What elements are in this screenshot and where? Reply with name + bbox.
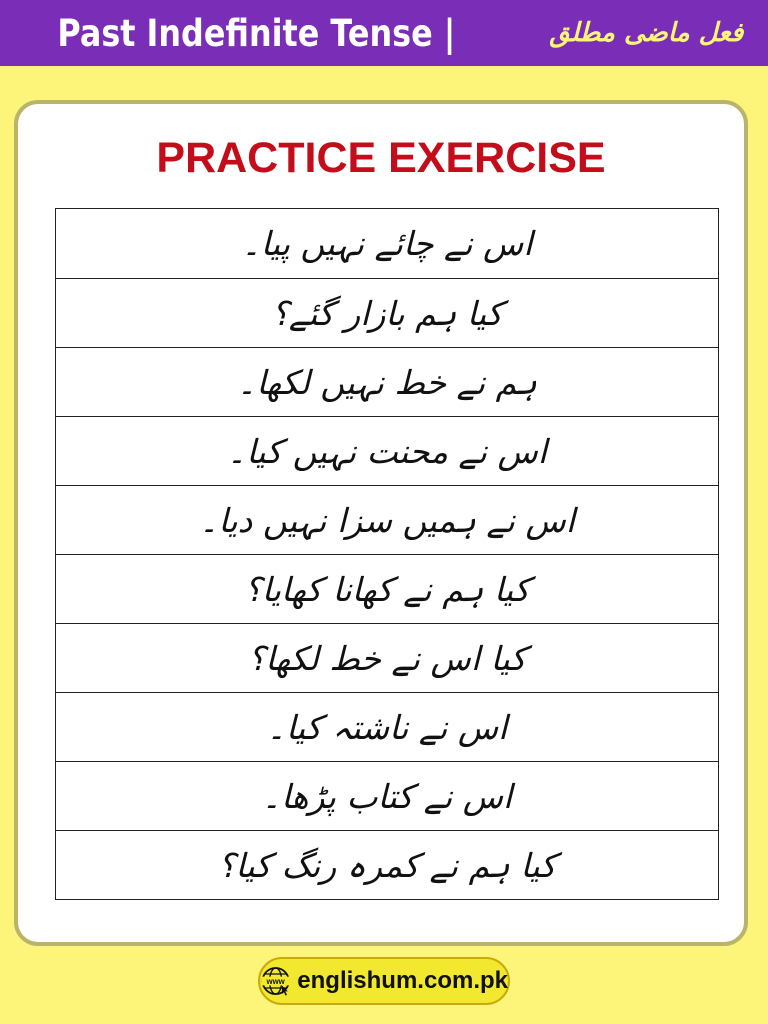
website-link[interactable] [258,957,510,1005]
header-title: Past Indefinite Tense | [57,11,456,55]
table-row [56,485,718,554]
practice-exercise-title: PRACTICE EXERCISE [156,134,606,182]
table-row [56,623,718,692]
sentence-text: کیا ہم بازار گئے؟ [271,293,503,333]
sentence-text: اس نے ناشتہ کیا۔ [266,707,508,747]
sentence-text: اس نے محنت نہیں کیا۔ [227,431,547,471]
header-urdu-title: فعل ماضی مطلق [549,18,744,48]
table-row [56,278,718,347]
exercise-table [55,208,719,900]
table-row [56,830,718,899]
sentence-text: کیا ہم نے کمرہ رنگ کیا؟ [217,845,557,885]
sentence-text: کیا ہم نے کھانا کھایا؟ [244,569,530,609]
www-globe-icon [260,963,291,999]
sentence-text: کیا اس نے خط لکھا؟ [247,638,527,678]
sentence-text: ہم نے خط نہیں لکھا۔ [237,362,537,402]
sentence-text: اس نے کتاب پڑھا۔ [261,776,513,816]
table-row [56,209,718,278]
exercise-card [14,100,748,946]
table-row [56,554,718,623]
svg-text:www: www [266,977,285,987]
header-bar [0,0,768,66]
website-url[interactable]: englishum.com.pk [297,967,508,994]
table-row [56,347,718,416]
sentence-text: اس نے ہمیں سزا نہیں دیا۔ [199,500,575,540]
table-row [56,761,718,830]
table-row [56,692,718,761]
sentence-text: اس نے چائے نہیں پیا۔ [241,224,533,263]
table-row [56,416,718,485]
